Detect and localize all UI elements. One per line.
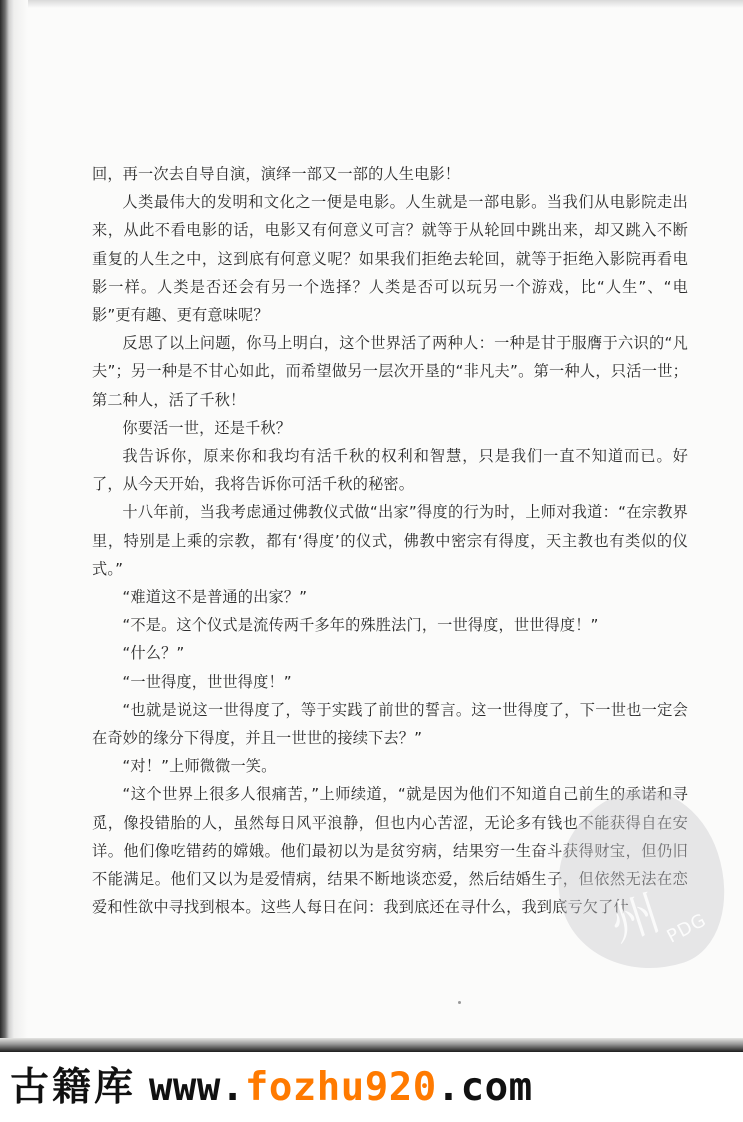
dialogue-line: “不是。这个仪式是流传两千多年的殊胜法门，一世得度，世世得度！” — [122, 616, 599, 635]
paragraph-continuation: 回，再一次去自导自演，演绎一部又一部的人生电影！ — [92, 165, 461, 183]
paragraph: 人类最伟大的发明和文化之一便是电影。人生就是一部电影。当我们从电影院走出来，从此不看电影的话，电影又有何意义可言？就等于从轮回中跳出来，却又跳入不断重复的人生之中，这到底有何意义呢？如果我们拒绝去轮回，就等于拒绝入影院再看电影一样。人类是否还会有另一个选择？人类是否可以玩另一个游戏，比“人生”、“电影”更有趣、更有意味呢？ — [92, 193, 688, 325]
binding-shadow — [0, 0, 28, 1045]
dialogue-line: “难道这不是普通的出家？” — [122, 588, 308, 607]
dialogue-line: “一世得度，世世得度！” — [122, 672, 292, 691]
site-url-suffix: .com — [436, 1065, 533, 1110]
dialogue-line: “也就是说这一世得度了，等于实践了前世的誓言。这一世得度了，下一世也一定会在奇妙的缘分下得度，并且一世世的接续下去？” — [92, 700, 688, 748]
scan-speck — [458, 1001, 461, 1004]
top-shadow — [0, 0, 743, 8]
paragraph: 我告诉你，原来你和我均有活千秋的权利和智慧，只是我们一直不知道而已。好了，从今天开始，我将告诉你可活千秋的秘密。 — [92, 447, 688, 494]
dialogue-line: “什么？” — [122, 644, 185, 663]
site-url-prefix: www. — [148, 1065, 245, 1110]
watermark-stamp-char: 州 — [603, 884, 667, 953]
paragraph: 你要活一世，还是千秋？ — [122, 418, 292, 437]
paragraph: “这个世界上很多人很痛苦，”上师续道，“就是因为他们不知道自己前生的承诺和寻觅，像投错胎的人，虽然每日风平浪静，但也内心苦涩，无论多有钱也不能获得自在安详。他们像吃错药的嫦娥。他们最初以为是贫穷病，结果穷一生奋斗获得财宝，但仍旧不能满足。他们又以为是爱情病，结果不断地谈恋爱，然后结婚生子，但依然无法在恋爱和性欲中寻找到根本。这些人每日在问：我到底还在寻什么，我到底亏欠了什 — [92, 785, 688, 917]
dialogue-line: “对！”上师微微一笑。 — [122, 757, 277, 776]
site-watermark-banner — [10, 1060, 533, 1116]
paragraph: 反思了以上问题，你马上明白，这个世界活了两种人：一种是甘于服膺于六识的“凡夫”；另一种是不甘心如此，而希望做另一层次开垦的“非凡夫”。第一种人，只活一世；第二种人，活了千秋！ — [92, 334, 688, 409]
site-name: 古籍库 — [10, 1065, 137, 1110]
watermark-stamp-text: PDG — [663, 909, 711, 948]
site-url-highlight: fozhu920 — [244, 1065, 437, 1110]
paragraph: 十八年前，当我考虑通过佛教仪式做“出家”得度的行为时，上师对我道：“在宗教界里，特别是上乘的宗教，都有‘得度’的仪式，佛教中密宗有得度，天主教也有类似的仪式。” — [92, 503, 688, 578]
